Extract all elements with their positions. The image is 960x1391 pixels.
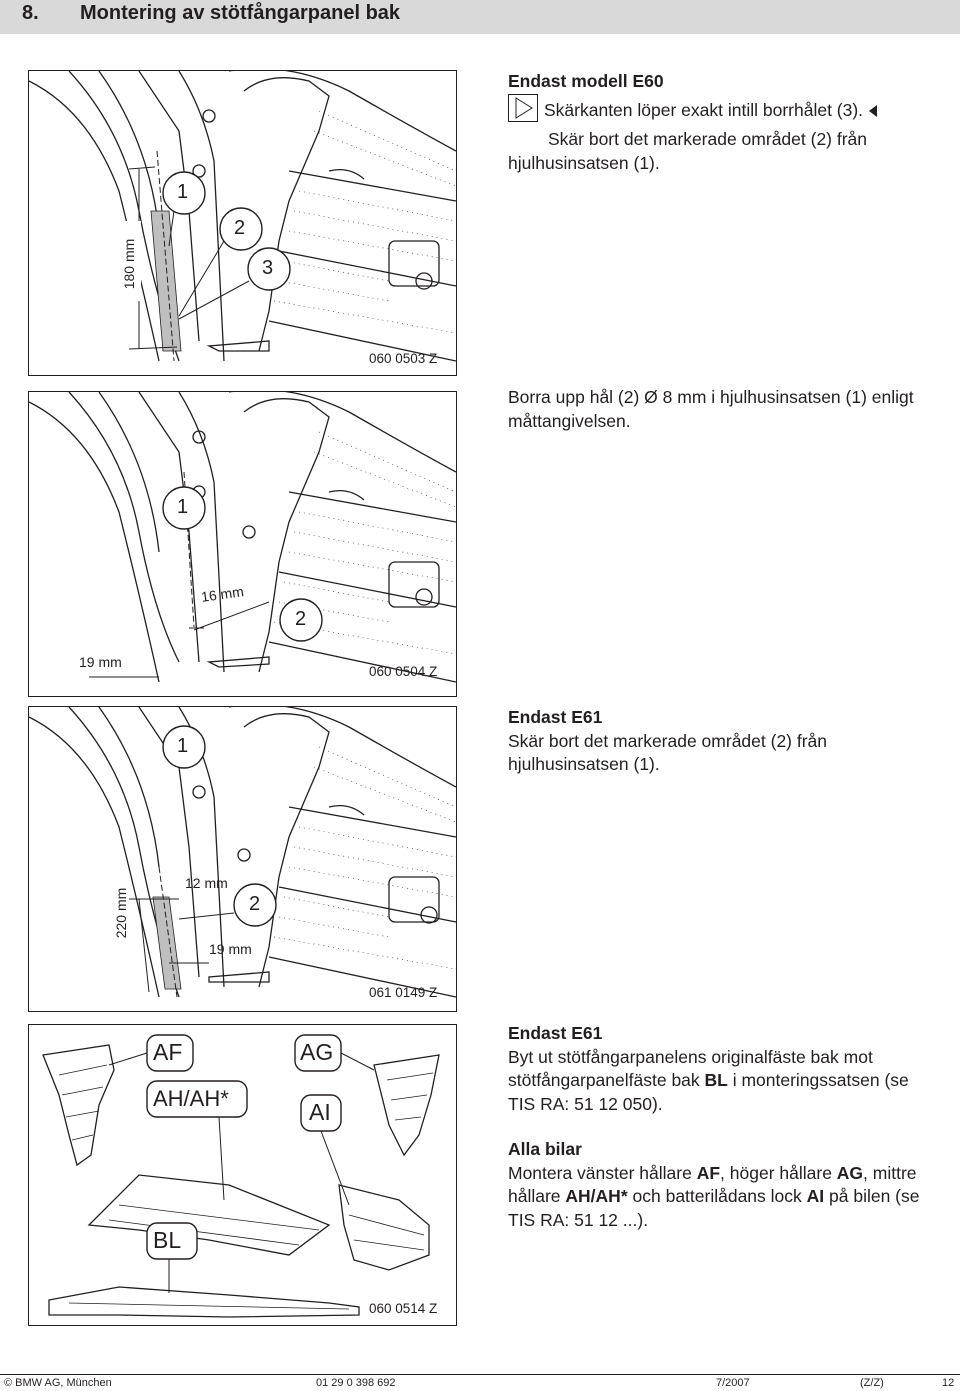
callout-2: 2 (249, 893, 261, 915)
figure-060-0503 (28, 70, 457, 376)
step-text: Skärkanten löper exakt intill borrhålet (3). (544, 99, 864, 120)
figure-060-0514 (28, 1024, 457, 1326)
section-drill (508, 386, 928, 433)
text-part: i monteringssatsen (se TIS RA: 51 12 050). (508, 1070, 909, 1114)
callout-2: 2 (234, 217, 246, 239)
section-heading: Endast E61 (508, 707, 603, 727)
section-all-cars (508, 1138, 938, 1232)
figure-code: 060 0514 Z (369, 1301, 438, 1316)
section-e60 (508, 70, 928, 175)
part-code: AH/AH* (565, 1186, 628, 1206)
callout-1: 1 (177, 735, 189, 757)
dimension-12mm: 12 mm (185, 875, 228, 891)
part-code: AI (806, 1186, 825, 1206)
brackets-illustration (29, 1025, 456, 1325)
body-text (508, 1046, 938, 1117)
text-part: på bilen (se TIS RA: 51 12 ...). (508, 1186, 920, 1230)
back-arrow-icon (869, 105, 877, 117)
footer-page: 12 (942, 1377, 955, 1389)
dimension-19mm: 19 mm (79, 654, 122, 670)
section-heading: Endast E61 (508, 1023, 603, 1043)
figure-code: 060 0504 Z (369, 664, 438, 679)
callout-3: 3 (262, 257, 274, 279)
part-code: BL (704, 1070, 728, 1090)
step-line (508, 94, 928, 129)
wheel-arch-illustration-3 (29, 707, 456, 1011)
dimension-19mm: 19 mm (209, 941, 252, 957)
footer-doc-number: 01 29 0 398 692 (316, 1377, 396, 1389)
label-AG: AG (300, 1039, 334, 1065)
footer-date: 7/2007 (716, 1377, 750, 1389)
part-code: AG (836, 1162, 864, 1183)
text-part: Byt ut stötfångarpanelens originalfäste bak mot stötfångarpanelfäste bak (508, 1046, 873, 1090)
label-AH-AH-star: AH/AH* (153, 1086, 229, 1111)
wheel-arch-illustration-2 (29, 392, 456, 696)
section-title: Montering av stötfångarpanel bak (80, 2, 401, 24)
section-number: 8. (22, 2, 39, 24)
text-part: Montera vänster hållare (508, 1162, 697, 1183)
section-e61-replace (508, 1022, 938, 1116)
dimension-220mm: 220 mm (113, 887, 129, 939)
callout-1: 1 (177, 496, 189, 518)
figure-code: 060 0503 Z (369, 351, 438, 366)
callout-1: 1 (177, 181, 189, 203)
callout-2: 2 (295, 608, 307, 630)
figure-061-0149 (28, 706, 457, 1012)
section-heading: Alla bilar (508, 1139, 582, 1159)
text-part: , höger hållare (720, 1162, 837, 1183)
figure-060-0504 (28, 391, 457, 697)
body-text: Skär bort det markerade området (2) från hjulhusinsatsen (1). (508, 129, 868, 173)
footer-code: (Z/Z) (860, 1377, 884, 1389)
label-AI: AI (309, 1099, 331, 1125)
label-AF: AF (153, 1039, 183, 1065)
section-e61-cut (508, 706, 928, 777)
text-part: , mittre hållare (508, 1162, 917, 1206)
figure-code: 061 0149 Z (369, 985, 438, 1000)
body-text (508, 1162, 938, 1233)
page-footer (0, 1374, 960, 1391)
section-heading: Endast modell E60 (508, 71, 664, 91)
part-code: AF (696, 1162, 721, 1183)
body-text: Borra upp hål (2) Ø 8 mm i hjulhusinsatsen (1) enligt måttangivelsen. (508, 387, 914, 431)
dimension-16mm: 16 mm (200, 583, 245, 605)
dimension-180mm: 180 mm (121, 238, 137, 290)
body-text: Skär bort det markerade området (2) från hjulhusinsatsen (1). (508, 730, 828, 774)
triangle-pointer-icon (508, 94, 538, 129)
header-bar (0, 0, 960, 34)
footer-copyright: © BMW AG, München (4, 1377, 112, 1389)
label-BL: BL (153, 1227, 182, 1253)
text-part: och batterilådans lock (627, 1186, 807, 1206)
